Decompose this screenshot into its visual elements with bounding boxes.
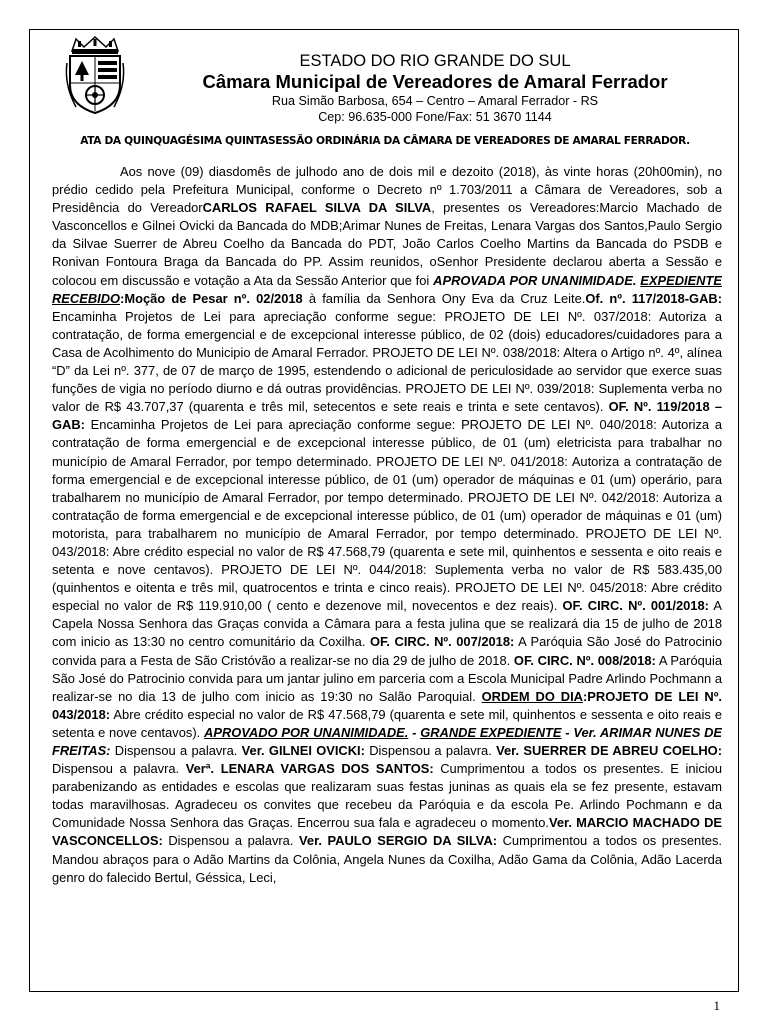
municipal-coat-of-arms-icon [64, 35, 126, 117]
text-run: GRANDE EXPEDIENTE [420, 724, 562, 740]
text-run: APROVADA POR UNANIMIDADE. [433, 272, 637, 288]
text-run: OF. Nº. 119/2018 – GAB: [52, 399, 722, 433]
text-run: Cumprimentou a todos os presentes. Mandou abraços para o Adão Martins da Colônia, Angela Nunes da Coxilha, Adão Gama da Colônia, Adão Lacerda genro do falecido Bertul, Géssica, Leci, [52, 833, 722, 885]
text-run: Encaminha Projetos de Lei para apreciação conforme segue: PROJETO DE LEI Nº. 037/2018: Autoriza a contratação, de forma emergencial e de excepcional interesse público, de 02 (dois) educadores/cuidadores para a Casa de Acolhimento do Municipio de Amaral Ferrador. PROJETO DE LEI Nº. 038/2018: Altera o Artigo nº. 4º, alínea “D” da Lei nº. 377, de 07 de março de 1995, estendendo o adicional de periculosidade ao servidor que exerce suas funções de vigia no período diurno e dá outras providências. PROJETO DE LEI Nº. 039/2018: Suplementa verba no valor de R$ 43.707,37 (quarenta e três mil, setecentos e sete reais e trinta e sete centavos). [52, 308, 722, 415]
chamber-address: Rua Simão Barbosa, 654 – Centro – Amaral Ferrador - RS [271, 94, 599, 108]
text-run: Dispensou a palavra. [162, 833, 300, 849]
text-run: OF. CIRC. Nº. 001/2018: [562, 598, 709, 614]
text-run: APROVADO POR UNANIMIDADE. [204, 724, 409, 740]
chamber-name: Câmara Municipal de Vereadores de Amaral Ferrador [202, 71, 668, 92]
text-run: OF. CIRC. Nº. 007/2018: [369, 634, 515, 650]
text-run: Aos nove (09) diasdomês de julhodo ano de dois mil e dezoito (2018), às vinte horas (20h00min), no prédio cedido pela Prefeitura Municipal, conforme o Decreto nº 1.703/2011 a Câmara de Vereadores, sob a Presidência do Vereador [52, 164, 722, 216]
text-run: OF. CIRC. Nº. 008/2018: [513, 652, 656, 668]
page-number: 1 [713, 998, 720, 1013]
text-run: Ver. GILNEI OVICKI: [241, 743, 365, 758]
minutes-paragraph [52, 163, 722, 887]
minutes-body [52, 163, 722, 991]
text-run: Ver. SUERRER DE ABREU COELHO: [496, 743, 722, 758]
text-run: ORDEM DO DIA [481, 688, 583, 704]
text-run: :PROJETO DE LEI Nº. 043/2018: [52, 688, 722, 722]
text-run: Ver. MARCIO MACHADO DE VASCONCELLOS: [52, 815, 722, 849]
text-run: Encaminha Projetos de Lei para apreciação conforme segue: PROJETO DE LEI Nº. 040/2018: Autoriza a contratação de forma emergencial e de excepcional interesse público, de 01 (um) eletricista para trabalhar no município de Amaral Ferrador, por tempo determinado. PROJETO DE LEI Nº. 041/2018: Autoriza a contratação de forma emergencial e de excepcional interesse público, de 01 (um) operador de máquinas e 01 (um) operário, para trabalharem no município de Amaral Ferrador, por tempo determinado. PROJETO DE LEI Nº. 042/2018: Autoriza a contratação de forma emergencial e de excepcional interesse público, de 01 (um) operador de máquinas e 01 (um) motorista, para trabalharem no município de Amaral Ferrador, por tempo determinado. PROJETO DE LEI Nº. 043/2018: Abre crédito especial no valor de R$ 47.568,79 (quarenta e sete mil, quinhentos e sessenta e oito reais e setenta e nove centavos). PROJETO DE LEI Nº. 044/2018: Suplementa verba no valor de R$ 583.435,00 (quinhentos e oitenta e três mil, quatrocentos e trinta e cinco reais). PROJETO DE LEI Nº. 045/2018: Abre crédito especial no valor de R$ 119.910,00 ( cento e dezenove mil, novecentos e dez reais). [52, 417, 722, 614]
text-run: - Ver. ARIMAR NUNES DE FREITAS: [52, 724, 722, 758]
text-run: , presentes os Vereadores:Marcio Machado de Vasconcellos e Gilnei Ovicki da Bancada do MDB;Arimar Nunes de Freitas, Lenara Vargas dos Santos,Paulo Sergio da Silvae Suerrer de Abreu Coelho da Bancada do PDT, João Carlos Coelho Martins da Bancada do PSDB e Ronivan Fontoura Braga da Bancada do PP. Assim reunidos, oSenhor Presidente declarou aberta a Sessão e colocou em discussão e votação a Ata da Sessão Anterior que foi [52, 200, 722, 288]
text-run: EXPEDIENTE RECEBIDO [52, 272, 722, 306]
text-run: Abre crédito especial no valor de R$ 47.568,79 (quarenta e sete mil, quinhentos e sessenta e oito reais e setenta e nove centavos). [52, 706, 722, 740]
document-title: ATA DA QUINQUAGÉSIMA QUINTASESSÃO ORDINÁRIA DA CÂMARA DE VEREADORES DE AMARAL FERRADOR. [80, 135, 690, 147]
text-run: Cumprimentou a todos os presentes. E iniciou parabenizando as entidades e escolas que realizaram suas festas juninas as quais ela se fez presente, estavam todas maravilhosas. Agradeceu os convites que recebeu da Paróquia e da escola Pe. Arlindo Pochmann e da Comunidade Nossa Senhora das Graças. Encerrou sua fala e agradeceu o momento. [52, 761, 722, 831]
text-run: Dispensou a palavra. [110, 743, 242, 758]
text-run: Verª. LENARA VARGAS DOS SANTOS: [185, 761, 434, 777]
text-run: Of. nº. 117/2018-GAB: [585, 290, 722, 306]
text-run: A Paróquia São José do Patrocinio convida para um jantar julino em parceria com a Escola Municipal Padre Arlindo Pochmann a realizar-se no dia 13 de julho com inicio as 19:30 no Salão Paroquial. [52, 652, 722, 704]
text-run: Ver. PAULO SERGIO DA SILVA: [299, 833, 498, 849]
text-run: :Moção de Pesar nº. 02/2018 [120, 290, 303, 306]
text-run: A Paróquia São José do Patrocinio convida para a Festa de São Cristóvão a realizar-se no dia 29 de julho de 2018. [52, 634, 722, 668]
text-run: à família da Senhora Ony Eva da Cruz Leite. [302, 290, 586, 306]
chamber-contact: Cep: 96.635-000 Fone/Fax: 51 3670 1144 [318, 110, 552, 124]
text-run: Dispensou a palavra. [52, 761, 186, 777]
text-run: - [408, 724, 421, 740]
text-run: A Capela Nossa Senhora das Graças convida a Câmara para a festa julina que se realizará dia 15 de julho de 2018 com inicio as 13:30 no centro comunitário da Coxilha. [52, 598, 722, 650]
text-run: CARLOS RAFAEL SILVA DA SILVA [202, 200, 432, 216]
text-run: Dispensou a palavra. [364, 743, 497, 758]
letterhead [140, 52, 730, 125]
state-name: ESTADO DO RIO GRANDE DO SUL [299, 52, 571, 70]
